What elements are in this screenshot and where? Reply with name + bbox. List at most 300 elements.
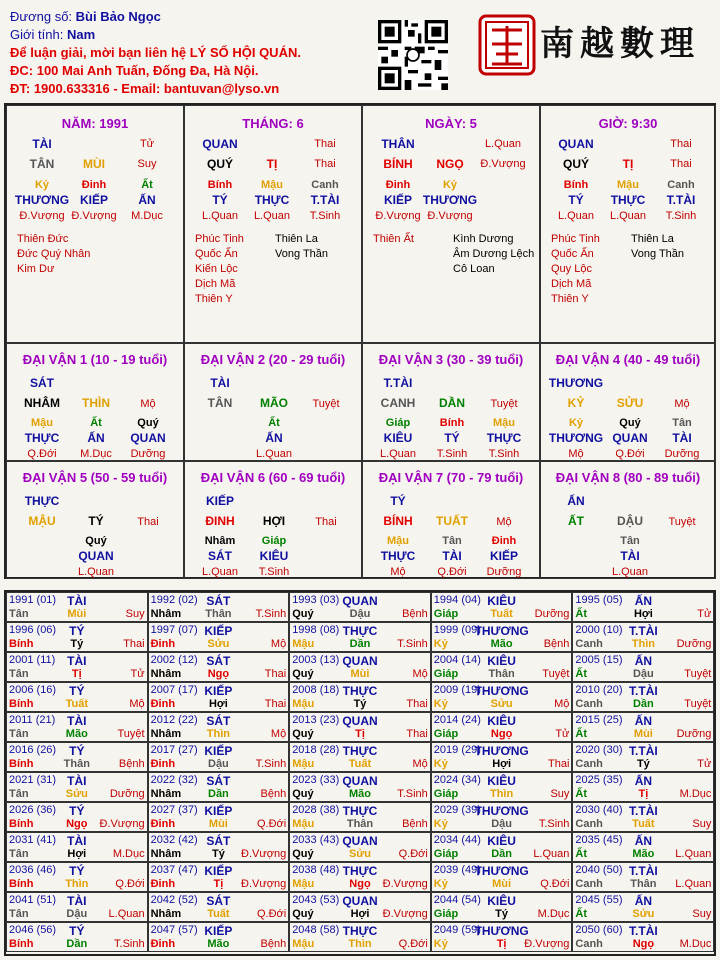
hidden-stem: Tân xyxy=(442,535,462,547)
year-stage: Mộ xyxy=(412,668,428,680)
hidden-stage: M.Dục xyxy=(131,210,163,222)
hidden-stem: Mậu xyxy=(493,417,515,429)
year-label: 1999 (09) xyxy=(433,624,481,636)
hidden-stage: L.Quan xyxy=(201,566,239,578)
hidden-star: TÀI xyxy=(672,431,692,445)
year-pillar xyxy=(9,908,145,920)
dai-van-cell xyxy=(540,461,716,579)
dai-van-cell xyxy=(362,461,540,579)
year-pillar xyxy=(434,668,570,680)
name-row: Đương số: Bùi Bảo Ngọc xyxy=(10,9,161,24)
year-stage: T.Sinh xyxy=(397,788,428,800)
year-label: 2042 (52) xyxy=(150,894,198,906)
year-stem: Tân xyxy=(9,608,29,620)
year-branch: Tuất xyxy=(490,608,513,620)
hidden-stage: L.Quan xyxy=(379,448,417,460)
year-branch: Sửu xyxy=(348,848,371,860)
year-star: T.TÀI xyxy=(629,804,658,818)
year-stem: Bính xyxy=(9,638,34,650)
year-pillar xyxy=(575,908,711,920)
stem-stage: L.Quan xyxy=(484,138,522,150)
year-star: THỰC xyxy=(342,864,378,878)
than-sat-list-2 xyxy=(453,232,534,277)
year-star: KIẾP xyxy=(204,804,233,818)
year-star: TÀI xyxy=(67,654,87,668)
year-cell xyxy=(572,922,714,952)
year-stem: Kỷ xyxy=(433,638,448,650)
year-pillar xyxy=(575,848,711,860)
year-pillar xyxy=(9,728,145,740)
year-branch: Dậu xyxy=(632,668,654,680)
than-sat-item: Thiên Đức xyxy=(17,233,69,245)
year-branch: Mão xyxy=(632,848,655,860)
year-label: 2027 (37) xyxy=(150,804,198,816)
hidden-stage: Dưỡng xyxy=(664,448,700,460)
year-branch: Sửu xyxy=(632,908,655,920)
year-cell xyxy=(6,862,148,892)
year-branch: Tị xyxy=(71,668,82,680)
year-branch: Hợi xyxy=(492,758,512,770)
dai-van-stage: Mộ xyxy=(674,398,690,410)
year-stem: Nhâm xyxy=(150,908,182,920)
year-cell xyxy=(148,742,290,772)
year-branch: Tuất xyxy=(348,758,372,770)
year-pillar xyxy=(151,938,287,950)
year-stage: Tuyệt xyxy=(684,698,712,710)
hidden-stem: Kỷ xyxy=(568,417,584,429)
year-star: QUAN xyxy=(342,594,378,608)
year-cell xyxy=(572,772,714,802)
year-pillar xyxy=(292,788,428,800)
hidden-stage: L.Quan xyxy=(557,210,595,222)
than-sat-item: Thiên Ất xyxy=(373,233,414,245)
year-cell xyxy=(431,742,573,772)
pillar-title: GIỜ: 9:30 xyxy=(598,116,658,131)
year-stage: M.Dục xyxy=(112,848,145,860)
hidden-stem: Canh xyxy=(311,179,339,191)
year-branch: Dần xyxy=(349,638,371,650)
year-label: 2024 (34) xyxy=(433,774,481,786)
than-sat-item: Vong Thần xyxy=(631,248,685,260)
year-label: 2041 (51) xyxy=(9,894,57,906)
year-stage: L.Quan xyxy=(675,878,712,890)
year-pillar xyxy=(292,638,428,650)
dai-van-branch: TÝ xyxy=(88,514,104,528)
hidden-stem: Kỷ xyxy=(34,179,50,191)
dai-van-cell xyxy=(184,343,362,461)
dai-van-star: ẤN xyxy=(567,494,585,508)
year-stem: Mậu xyxy=(292,938,315,950)
year-branch: Mão xyxy=(490,638,513,650)
year-star: T.TÀI xyxy=(629,624,658,638)
hidden-stem: Quý xyxy=(85,535,107,547)
year-cell xyxy=(148,622,290,652)
year-cell xyxy=(148,652,290,682)
branch-stage: Thai xyxy=(670,158,692,170)
year-stage: Thai xyxy=(406,698,428,710)
year-branch: Tý xyxy=(70,638,84,650)
year-cell xyxy=(6,802,148,832)
year-stem: Canh xyxy=(575,878,603,890)
year-branch: Mão xyxy=(207,938,230,950)
year-cell xyxy=(572,742,714,772)
year-stem: Nhâm xyxy=(150,788,182,800)
year-cell xyxy=(6,682,148,712)
hidden-stem: Canh xyxy=(667,179,695,191)
year-label: 2015 (25) xyxy=(575,714,623,726)
year-stem: Kỷ xyxy=(433,758,448,770)
year-stage: Q.Đới xyxy=(398,848,428,860)
address-line: ĐC: 100 Mai Anh Tuấn, Đống Đa, Hà Nội. xyxy=(10,63,259,78)
year-cell xyxy=(6,712,148,742)
year-branch: Dần xyxy=(66,938,88,950)
than-sat-item: Thiên Y xyxy=(195,293,233,305)
branch-stage: Suy xyxy=(137,158,157,170)
year-stage: Q.Đới xyxy=(115,878,145,890)
year-label: 2038 (48) xyxy=(292,864,340,876)
year-label: 2012 (22) xyxy=(150,714,198,726)
dai-van-stem: CANH xyxy=(380,396,416,410)
year-cell xyxy=(289,742,431,772)
year-star: ẤN xyxy=(634,834,653,848)
year-label: 2011 (21) xyxy=(9,714,56,726)
year-stem: Mậu xyxy=(292,818,315,830)
year-pillar xyxy=(575,878,711,890)
year-stem: Tân xyxy=(9,908,29,920)
year-label: 1992 (02) xyxy=(150,594,198,606)
year-star: ẤN xyxy=(634,714,653,728)
hidden-stage: Q.Đới xyxy=(615,448,645,460)
year-cell xyxy=(431,712,573,742)
year-label: 2019 (29) xyxy=(433,744,481,756)
stem-star: TÀI xyxy=(32,137,52,151)
year-pillar xyxy=(434,698,570,710)
dai-van-star: KIẾP xyxy=(205,494,234,508)
year-stage: L.Quan xyxy=(108,908,145,920)
year-branch: Hợi xyxy=(633,608,653,620)
year-stage: Thai xyxy=(123,638,145,650)
year-star: TÀI xyxy=(67,774,87,788)
dai-van-title: ĐẠI VẬN 6 (60 - 69 tuổi) xyxy=(200,470,346,485)
hidden-stage: Dưỡng xyxy=(486,566,522,578)
header-info xyxy=(10,8,370,98)
hidden-star: T.TÀI xyxy=(666,193,696,207)
year-pillar xyxy=(9,668,145,680)
year-label: 2020 (30) xyxy=(575,744,623,756)
year-cell xyxy=(148,892,290,922)
hidden-star: THƯƠNG xyxy=(14,193,70,207)
year-star: SÁT xyxy=(206,894,231,908)
year-cell xyxy=(148,832,290,862)
phone-email-line: ĐT: 1900.633316 - Email: bantuvan@lyso.vn xyxy=(10,81,280,96)
dai-van-stage: Thai xyxy=(315,516,337,528)
heavenly-stem: BÍNH xyxy=(383,157,413,171)
year-branch: Tị xyxy=(355,728,365,740)
stem-stage: Thai xyxy=(314,138,336,150)
year-star: TÀI xyxy=(67,894,87,908)
gender-value: Nam xyxy=(66,27,96,42)
year-stage: Bệnh xyxy=(402,608,428,620)
year-cell xyxy=(6,742,148,772)
dai-van-cell xyxy=(6,343,184,461)
year-stage: T.Sinh xyxy=(255,758,287,770)
hidden-stage: Đ.Vượng xyxy=(427,210,473,222)
than-sat-item: Thiên La xyxy=(275,233,318,245)
year-star: THƯƠNG xyxy=(474,744,529,758)
year-pillar xyxy=(575,938,711,950)
year-branch: Ngọ xyxy=(207,668,230,680)
year-star: KIÊU xyxy=(487,594,516,608)
dai-van-star: THƯƠNG xyxy=(548,376,604,390)
year-stage: Mộ xyxy=(270,638,287,650)
year-stem: Giáp xyxy=(433,608,459,620)
year-label: 2003 (13) xyxy=(292,654,340,666)
year-stage: Mộ xyxy=(270,728,287,740)
dai-van-stage: Thai xyxy=(137,516,159,528)
hidden-stem: Giáp xyxy=(261,535,287,547)
year-cell xyxy=(289,802,431,832)
year-branch: Hợi xyxy=(67,848,87,860)
year-stage: Đ.Vượng xyxy=(382,878,428,890)
year-branch: Mùi xyxy=(208,818,228,830)
year-pillar xyxy=(292,698,428,710)
year-branch: Tị xyxy=(213,878,224,890)
hidden-stem: Quý xyxy=(619,417,641,429)
hidden-star: QUAN xyxy=(612,431,648,445)
hidden-stem: Mậu xyxy=(261,179,283,191)
year-cell xyxy=(6,772,148,802)
year-branch: Dậu xyxy=(66,908,88,920)
year-cell xyxy=(289,622,431,652)
than-sat-item: Thiên La xyxy=(631,233,674,245)
hidden-stage: T.Sinh xyxy=(488,448,520,460)
year-stem: Ất xyxy=(575,728,587,740)
year-stage: Bệnh xyxy=(260,938,287,950)
year-cell xyxy=(572,682,714,712)
year-label: 2021 (31) xyxy=(9,774,57,786)
hidden-stage: Mộ xyxy=(568,448,584,460)
year-star: TÝ xyxy=(69,864,85,878)
year-stem: Giáp xyxy=(433,788,459,800)
year-label: 2005 (15) xyxy=(575,654,623,666)
year-stage: Suy xyxy=(692,908,712,920)
than-sat-item: Kình Dương xyxy=(453,233,514,245)
than-sat-item: Cô Loan xyxy=(453,263,495,275)
year-pillar xyxy=(575,788,711,800)
year-stem: Quý xyxy=(292,728,314,740)
year-stem: Bính xyxy=(9,878,34,890)
year-pillar xyxy=(434,728,570,740)
year-stem: Đinh xyxy=(150,758,176,770)
year-cell xyxy=(148,712,290,742)
year-star: TÀI xyxy=(67,834,87,848)
year-stem: Ất xyxy=(575,608,587,620)
year-stem: Tân xyxy=(9,788,29,800)
year-label: 1997 (07) xyxy=(150,624,198,636)
than-sat-list-1 xyxy=(551,232,600,307)
dai-van-branch: TUẤT xyxy=(436,514,468,528)
dai-van-title: ĐẠI VẬN 4 (40 - 49 tuổi) xyxy=(555,352,701,367)
year-label: 2029 (39) xyxy=(433,804,481,816)
pillar-title: THÁNG: 6 xyxy=(242,116,304,131)
hidden-star: THỰC xyxy=(486,431,522,445)
year-pillar xyxy=(151,638,287,650)
year-star: KIẾP xyxy=(204,624,233,638)
year-pillar xyxy=(434,848,570,860)
dai-van-stem: ĐINH xyxy=(205,514,235,528)
year-label: 2000 (10) xyxy=(575,624,623,636)
year-branch: Thìn xyxy=(489,788,514,800)
year-stage: Q.Đới xyxy=(398,938,428,950)
year-star: TÀI xyxy=(67,594,87,608)
dai-van-cell xyxy=(362,343,540,461)
year-star: THƯƠNG xyxy=(474,804,529,818)
year-stage: Bệnh xyxy=(402,818,428,830)
dai-van-stem: NHÂM xyxy=(24,396,60,410)
year-star: KIẾP xyxy=(204,684,233,698)
year-pillar xyxy=(151,908,287,920)
than-sat-item: Dịch Mã xyxy=(195,278,236,290)
hidden-stage: L.Quan xyxy=(253,210,291,222)
year-pillar xyxy=(434,758,570,770)
hidden-star: TÝ xyxy=(212,193,228,207)
than-sat-item: Quốc Ấn xyxy=(551,248,594,260)
hidden-stage: Q.Đới xyxy=(27,448,57,460)
year-pillar xyxy=(575,758,711,770)
than-sat-list-2 xyxy=(275,232,328,262)
year-cell xyxy=(431,652,573,682)
year-pillar xyxy=(151,668,287,680)
year-stem: Nhâm xyxy=(150,728,182,740)
year-stem: Quý xyxy=(292,788,314,800)
year-star: THỰC xyxy=(342,924,378,938)
year-star: T.TÀI xyxy=(629,684,658,698)
year-cell xyxy=(148,682,290,712)
year-star: KIÊU xyxy=(487,894,516,908)
year-stem: Tân xyxy=(9,848,29,860)
dai-van-branch: HỢI xyxy=(262,514,286,528)
year-stem: Đinh xyxy=(150,818,176,830)
year-pillar xyxy=(575,698,711,710)
year-stage: L.Quan xyxy=(675,848,712,860)
year-cell xyxy=(289,682,431,712)
year-cell xyxy=(148,802,290,832)
year-branch: Dần xyxy=(208,788,229,800)
year-branch: Tị xyxy=(496,938,507,950)
year-pillar xyxy=(575,638,711,650)
hidden-star: SÁT xyxy=(208,549,232,563)
hidden-stem: Ất xyxy=(141,179,153,191)
year-pillar xyxy=(9,698,145,710)
year-stage: Dưỡng xyxy=(109,788,145,800)
year-label: 2047 (57) xyxy=(150,924,198,936)
year-star: THỰC xyxy=(342,804,378,818)
year-cell xyxy=(289,592,431,622)
year-stage: Q.Đới xyxy=(540,878,570,890)
year-label: 2035 (45) xyxy=(575,834,623,846)
hidden-stage: L.Quan xyxy=(609,210,647,222)
hidden-stem: Ất xyxy=(90,417,102,429)
year-stage: Q.Đới xyxy=(256,908,287,920)
year-branch: Dậu xyxy=(491,818,512,830)
year-label: 2039 (49) xyxy=(433,864,481,876)
year-branch: Tuất xyxy=(65,698,88,710)
year-star: KIÊU xyxy=(487,774,516,788)
than-sat-list-1 xyxy=(373,232,414,247)
year-branch: Tý xyxy=(495,908,509,920)
year-pillar xyxy=(434,908,570,920)
year-label: 2034 (44) xyxy=(433,834,481,846)
year-label: 1991 (01) xyxy=(9,594,57,606)
year-stage: Tử xyxy=(555,728,570,740)
year-pillar xyxy=(9,848,145,860)
year-stage: Tử xyxy=(130,668,145,680)
hidden-star: THỰC xyxy=(610,193,646,207)
year-label: 2009 (19) xyxy=(433,684,481,696)
year-label: 1996 (06) xyxy=(9,624,57,636)
year-star: THƯƠNG xyxy=(474,684,529,698)
hidden-star: T.TÀI xyxy=(310,193,340,207)
year-cell xyxy=(572,652,714,682)
year-cell xyxy=(6,832,148,862)
year-label: 2028 (38) xyxy=(292,804,340,816)
year-star: ẤN xyxy=(634,774,653,788)
year-pillar xyxy=(292,908,428,920)
dai-van-stage: Mộ xyxy=(140,398,156,410)
year-label: 2031 (41) xyxy=(9,834,57,846)
year-stage: Bệnh xyxy=(118,758,145,770)
year-label: 2023 (33) xyxy=(292,774,340,786)
year-stage: Q.Đới xyxy=(256,818,287,830)
hidden-stem: Nhâm xyxy=(204,535,236,547)
hidden-stage: L.Quan xyxy=(201,210,239,222)
year-star: QUAN xyxy=(342,774,378,788)
year-stage: M.Dục xyxy=(537,908,570,920)
year-label: 2040 (50) xyxy=(575,864,623,876)
year-star: TÝ xyxy=(69,804,85,818)
year-star: KIẾP xyxy=(204,744,233,758)
year-stage: Mộ xyxy=(129,698,145,710)
year-stage: Đ.Vượng xyxy=(241,848,287,860)
pillar-title: NĂM: 1991 xyxy=(61,116,129,131)
year-pillar xyxy=(151,848,287,860)
year-pillar xyxy=(434,938,570,950)
year-stage: Bệnh xyxy=(543,638,570,650)
stem-star: QUAN xyxy=(558,137,594,151)
year-stage: T.Sinh xyxy=(538,818,570,830)
year-stage: Thai xyxy=(264,668,287,680)
year-star: THƯƠNG xyxy=(474,624,529,638)
year-branch: Thân xyxy=(205,608,232,620)
year-branch: Thân xyxy=(488,668,515,680)
year-cell xyxy=(289,652,431,682)
dai-van-star: TÀI xyxy=(210,376,230,390)
year-stage: Suy xyxy=(125,608,145,620)
year-pillar xyxy=(9,878,145,890)
hidden-stage: T.Sinh xyxy=(436,448,468,460)
year-label: 2033 (43) xyxy=(292,834,340,846)
year-branch: Sửu xyxy=(490,698,513,710)
year-star: THỰC xyxy=(342,684,378,698)
year-stem: Kỷ xyxy=(433,938,448,950)
year-pillar xyxy=(151,608,287,620)
year-cell xyxy=(572,622,714,652)
year-stem: Đinh xyxy=(150,638,176,650)
year-stage: T.Sinh xyxy=(255,608,287,620)
hidden-stem: Bính xyxy=(207,179,233,191)
year-label: 2002 (12) xyxy=(150,654,198,666)
year-pillar xyxy=(575,608,711,620)
